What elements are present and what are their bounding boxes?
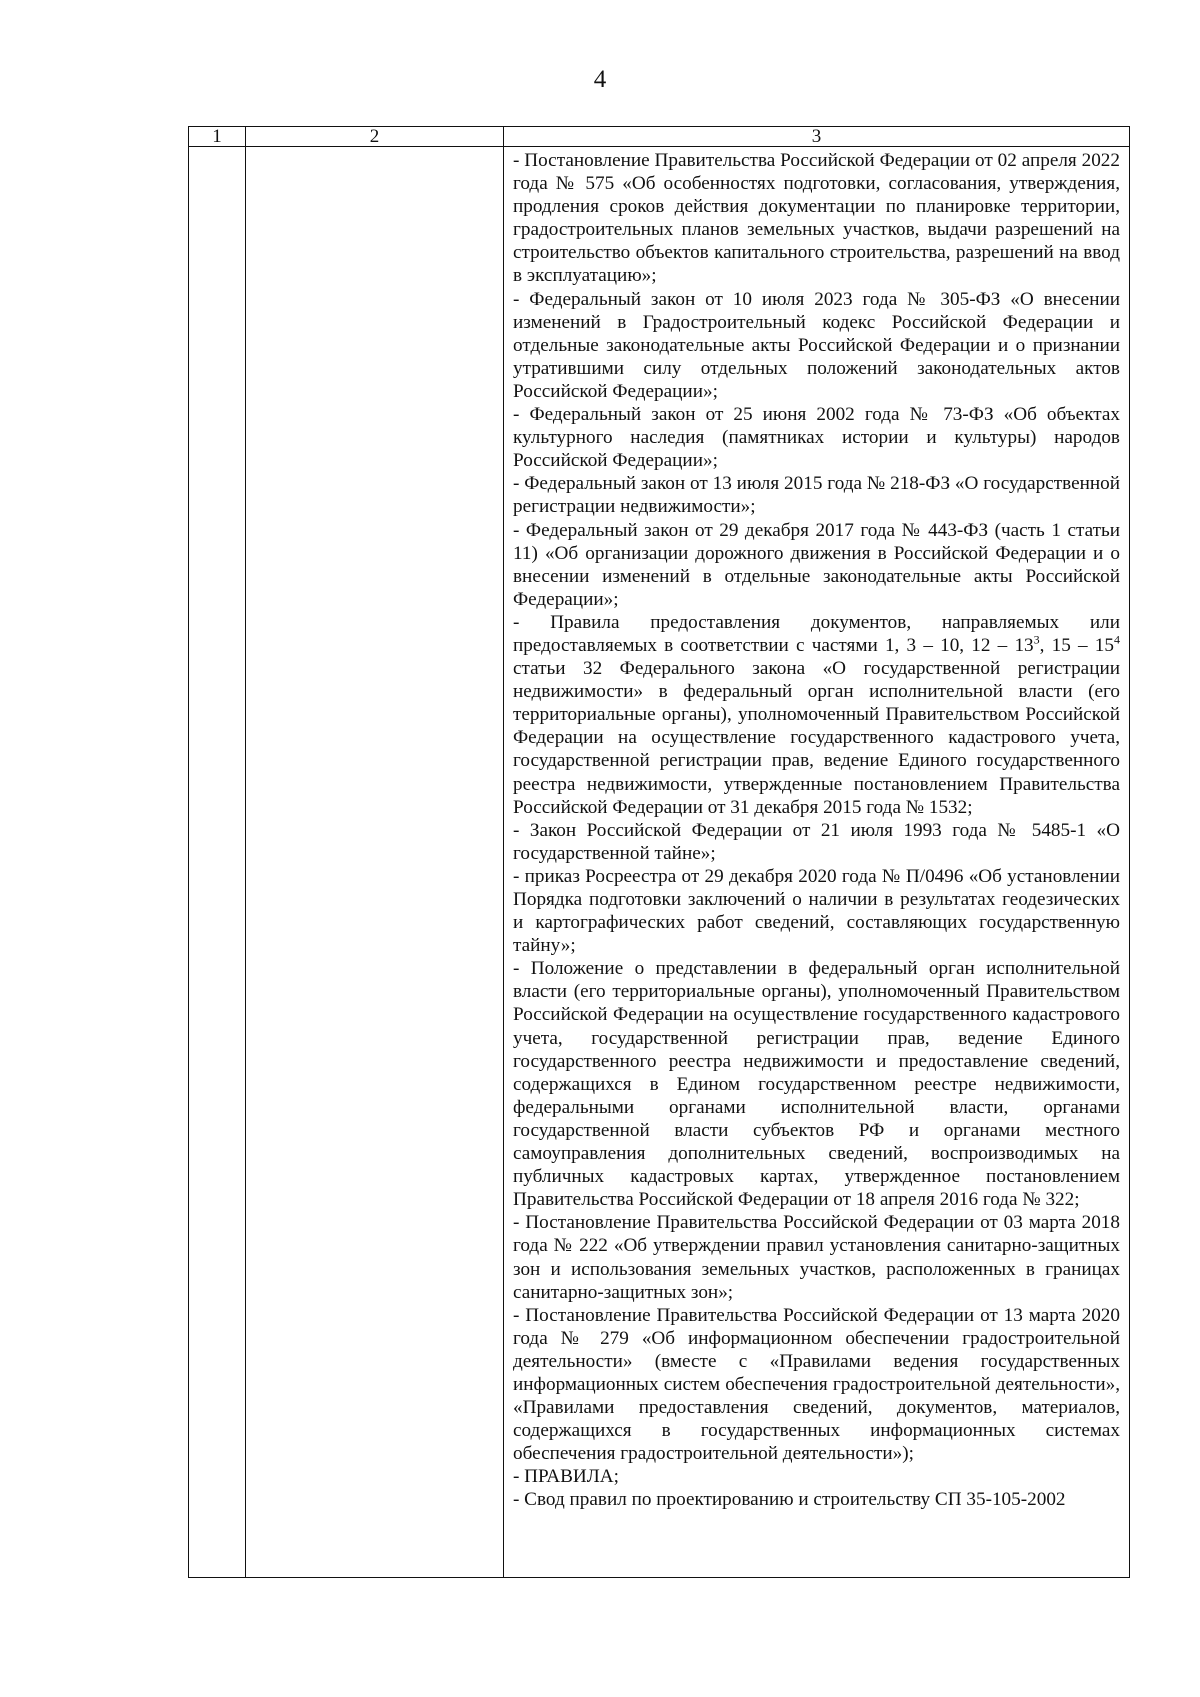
column-header-2: 2 <box>246 127 504 147</box>
legal-act-item: - Свод правил по проектированию и строительству СП 35-105-2002 <box>513 1489 1066 1511</box>
legal-act-item: - Постановление Правительства Российской Федерации от 02 апреля 2022 года № 575 «Об особенностях подготовки, согласования, утверждения, продления сроков действия документации по планировке территории, градостроительных планов земельных участков, выдачи разрешений на строительство объектов капитального строительства, разрешений на ввод в эксплуатацию»; <box>513 150 1120 287</box>
legal-act-item: - Закон Российской Федерации от 21 июля 1993 года № 5485-1 «О государственной тайне»; <box>513 819 1120 864</box>
legal-act-item: - Федеральный закон от 25 июня 2002 года № 73-ФЗ «Об объектах культурного наследия (памятниках истории и культуры) народов Российской Федерации»; <box>513 404 1120 472</box>
legal-act-item: - Федеральный закон от 10 июля 2023 года № 305-ФЗ «О внесении изменений в Градостроительный кодекс Российской Федерации и отдельные законодательные акты Российской Федерации и о признании утратившими силу отдельных положений законодательных актов Российской Федерации»; <box>513 288 1120 402</box>
column-3-cell <box>504 147 1130 1578</box>
legal-act-text: - Правила предоставления документов, направляемых или предоставляемых в соответствии с частями 1, 3 – 10, 12 – 13 <box>513 611 1120 656</box>
table-row <box>189 147 1130 1578</box>
legal-act-item: - ПРАВИЛА; <box>513 1466 619 1488</box>
column-header-1: 1 <box>189 127 246 147</box>
legal-acts-list <box>504 147 1129 1577</box>
legal-act-item <box>513 611 1120 819</box>
legal-act-item: - Постановление Правительства Российской Федерации от 03 марта 2018 года № 222 «Об утверждении правил установления санитарно-защитных зон и использования земельных участков, расположенных в границах санитарно-защитных зон»; <box>513 1212 1120 1303</box>
legal-act-item: - Постановление Правительства Российской Федерации от 13 марта 2020 года № 279 «Об информационном обеспечении градостроительной деятельности» (вместе с «Правилами ведения государственных информационных систем обеспечения градостроительной деятельности», «Правилами предоставления сведений, документов, материалов, содержащихся в государственных информационных системах обеспечения градостроительной деятельности»); <box>513 1304 1120 1465</box>
column-header-3: 3 <box>504 127 1130 147</box>
legal-act-text: статьи 32 Федерального закона «О государственной регистрации недвижимости» в федеральный орган исполнительной власти (его территориальные органы), уполномоченный Правительством Российской Федерации на осуществление государственного кадастрового учета, государственной регистрации прав, ведение Единого государственного реестра недвижимости, утвержденные постановлением Правительства Российской Федерации от 31 декабря 2015 года № 1532; <box>513 658 1120 818</box>
column-1-cell <box>189 147 246 1578</box>
page-number: 4 <box>593 66 607 93</box>
legal-act-item: - Положение о представлении в федеральный орган исполнительной власти (его территориальные органы), уполномоченный Правительством Российской Федерации на осуществление государственного кадастрового учета, государственной регистрации прав, ведение Единого государственного реестра недвижимости и предоставление сведений, содержащихся в Едином государственном реестре недвижимости, федеральными органами исполнительной власти, органами государственной власти субъектов РФ и органами местного самоуправления дополнительных сведений, воспроизводимых на публичных кадастровых картах, утвержденное постановлением Правительства Российской Федерации от 18 апреля 2016 года № 322; <box>513 958 1120 1211</box>
document-table <box>188 126 1130 1578</box>
legal-act-item: - Федеральный закон от 13 июля 2015 года № 218-ФЗ «О государственной регистрации недвижимости»; <box>513 473 1120 518</box>
legal-act-item: - приказ Росреестра от 29 декабря 2020 года № П/0496 «Об установлении Порядка подготовки заключений о наличии в результатах геодезических и картографических работ сведений, составляющих государственную тайну»; <box>513 865 1120 957</box>
legal-act-item: - Федеральный закон от 29 декабря 2017 года № 443-ФЗ (часть 1 статьи 11) «Об организации дорожного движения в Российской Федерации и о внесении изменений в отдельные законодательные акты Российской Федерации»; <box>513 519 1120 610</box>
legal-act-text: , 15 – 15 <box>1039 634 1114 656</box>
table-header-row <box>189 127 1130 147</box>
superscript-index: 3 <box>1033 632 1040 647</box>
column-2-cell <box>246 147 504 1578</box>
superscript-index: 4 <box>1114 632 1120 647</box>
